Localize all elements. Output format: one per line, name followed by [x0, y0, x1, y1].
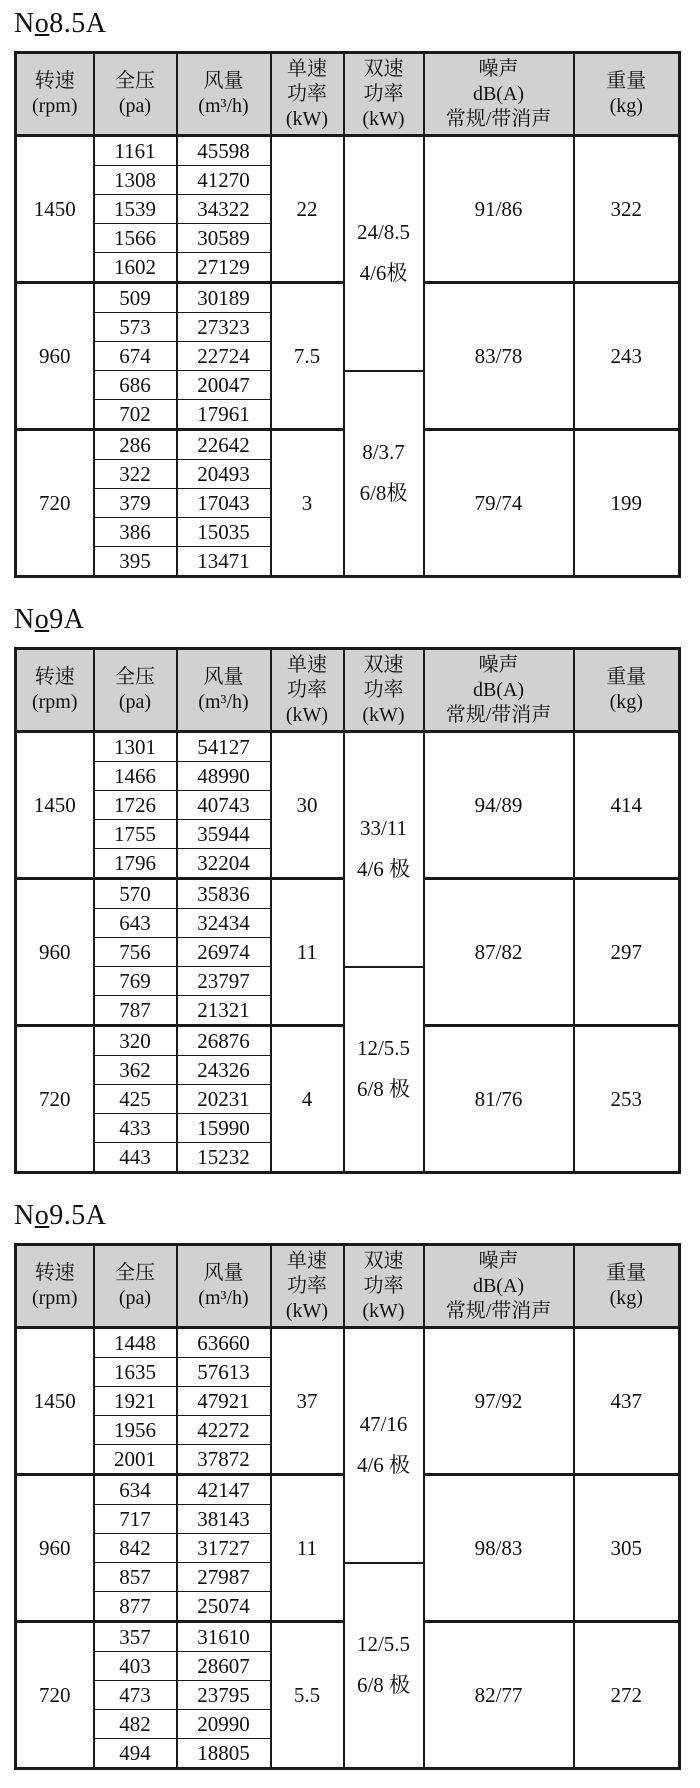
airflow-cell: 48990	[177, 762, 271, 791]
rpm-cell: 960	[16, 1475, 94, 1622]
airflow-cell: 38143	[177, 1505, 271, 1534]
dual-power-line: 6/8极	[359, 480, 408, 505]
airflow-cell: 27987	[177, 1563, 271, 1592]
pressure-cell: 1956	[94, 1416, 177, 1445]
pressure-cell: 1635	[94, 1358, 177, 1387]
airflow-cell: 54127	[177, 732, 271, 762]
col-header-single-speed-power: 单速 功率 (kW)	[271, 649, 344, 732]
airflow-cell: 26974	[177, 938, 271, 967]
header-row	[16, 649, 680, 732]
title-letter-n: N	[14, 604, 35, 635]
col-header-speed: 转速 (rpm)	[16, 1245, 94, 1328]
noise-cell: 87/82	[424, 879, 574, 1026]
weight-cell: 272	[574, 1622, 680, 1769]
pressure-cell: 322	[94, 460, 177, 489]
single-power-cell: 3	[271, 430, 344, 577]
rpm-cell: 720	[16, 1026, 94, 1173]
pressure-cell: 386	[94, 518, 177, 547]
pressure-cell: 1301	[94, 732, 177, 762]
airflow-cell: 45598	[177, 136, 271, 166]
airflow-cell: 41270	[177, 166, 271, 195]
col-header-noise: 噪声 dB(A) 常规/带消声	[424, 53, 574, 136]
airflow-cell: 31727	[177, 1534, 271, 1563]
col-header-weight: 重量 (kg)	[574, 649, 680, 732]
pressure-cell: 320	[94, 1026, 177, 1056]
table-title-no8-5a	[14, 8, 684, 40]
weight-cell: 199	[574, 430, 680, 577]
title-letter-o-underlined: o	[34, 8, 50, 39]
col-header-air-volume: 风量 (m³/h)	[177, 649, 271, 732]
pressure-cell: 1539	[94, 195, 177, 224]
spec-section-no9-5a	[14, 1200, 684, 1770]
table-title-no9a	[14, 604, 684, 636]
dual-power-cell	[344, 1563, 424, 1769]
header-row	[16, 1245, 680, 1328]
dual-power-line: 47/16	[359, 1412, 408, 1437]
weight-cell: 414	[574, 732, 680, 879]
airflow-cell: 32434	[177, 909, 271, 938]
col-header-weight: 重量 (kg)	[574, 53, 680, 136]
pressure-cell: 1161	[94, 136, 177, 166]
table-title-no9-5a	[14, 1200, 684, 1232]
airflow-cell: 26876	[177, 1026, 271, 1056]
pressure-cell: 717	[94, 1505, 177, 1534]
col-header-speed: 转速 (rpm)	[16, 649, 94, 732]
airflow-cell: 34322	[177, 195, 271, 224]
airflow-cell: 22724	[177, 342, 271, 371]
dual-power-line: 8/3.7	[362, 440, 405, 465]
noise-cell: 94/89	[424, 732, 574, 879]
dual-power-line: 12/5.5	[356, 1036, 411, 1061]
col-header-noise: 噪声 dB(A) 常规/带消声	[424, 1245, 574, 1328]
airflow-cell: 57613	[177, 1358, 271, 1387]
airflow-cell: 42272	[177, 1416, 271, 1445]
dual-power-line: 33/11	[359, 816, 408, 841]
col-header-weight: 重量 (kg)	[574, 1245, 680, 1328]
airflow-cell: 40743	[177, 791, 271, 820]
airflow-cell: 37872	[177, 1445, 271, 1475]
single-power-cell: 30	[271, 732, 344, 879]
pressure-cell: 702	[94, 400, 177, 430]
airflow-cell: 23797	[177, 967, 271, 996]
title-letter-o-underlined: o	[34, 1200, 50, 1231]
airflow-cell: 25074	[177, 1592, 271, 1622]
pressure-cell: 1448	[94, 1328, 177, 1358]
airflow-cell: 63660	[177, 1328, 271, 1358]
dual-power-cell	[344, 136, 424, 371]
airflow-cell: 30589	[177, 224, 271, 253]
airflow-cell: 15035	[177, 518, 271, 547]
airflow-cell: 31610	[177, 1622, 271, 1652]
airflow-cell: 24326	[177, 1056, 271, 1085]
pressure-cell: 634	[94, 1475, 177, 1505]
weight-cell: 322	[574, 136, 680, 283]
pressure-cell: 1726	[94, 791, 177, 820]
pressure-cell: 357	[94, 1622, 177, 1652]
airflow-cell: 35836	[177, 879, 271, 909]
airflow-cell: 20047	[177, 371, 271, 400]
noise-cell: 83/78	[424, 283, 574, 430]
dual-power-line: 4/6 极	[356, 856, 411, 881]
noise-cell: 91/86	[424, 136, 574, 283]
rpm-cell: 1450	[16, 1328, 94, 1475]
airflow-cell: 30189	[177, 283, 271, 313]
col-header-single-speed-power: 单速 功率 (kW)	[271, 53, 344, 136]
airflow-cell: 42147	[177, 1475, 271, 1505]
col-header-air-volume: 风量 (m³/h)	[177, 53, 271, 136]
airflow-cell: 35944	[177, 820, 271, 849]
title-model-number: 8.5A	[49, 8, 107, 39]
spec-table-no9-5a	[14, 1243, 681, 1770]
noise-cell: 97/92	[424, 1328, 574, 1475]
airflow-cell: 32204	[177, 849, 271, 879]
weight-cell: 437	[574, 1328, 680, 1475]
col-header-single-speed-power: 单速 功率 (kW)	[271, 1245, 344, 1328]
airflow-cell: 17043	[177, 489, 271, 518]
single-power-cell: 37	[271, 1328, 344, 1475]
weight-cell: 305	[574, 1475, 680, 1622]
header-row	[16, 53, 680, 136]
noise-cell: 82/77	[424, 1622, 574, 1769]
airflow-cell: 28607	[177, 1652, 271, 1681]
rpm-cell: 720	[16, 1622, 94, 1769]
pressure-cell: 643	[94, 909, 177, 938]
pressure-cell: 787	[94, 996, 177, 1026]
dual-power-line: 6/8 极	[356, 1076, 411, 1101]
pressure-cell: 686	[94, 371, 177, 400]
pressure-cell: 395	[94, 547, 177, 577]
single-power-cell: 11	[271, 1475, 344, 1622]
pressure-cell: 425	[94, 1085, 177, 1114]
dual-power-cell	[344, 1328, 424, 1563]
airflow-cell: 47921	[177, 1387, 271, 1416]
airflow-cell: 27129	[177, 253, 271, 283]
col-header-dual-speed-power: 双速 功率 (kW)	[344, 1245, 424, 1328]
noise-cell: 81/76	[424, 1026, 574, 1173]
pressure-cell: 443	[94, 1143, 177, 1173]
dual-power-cell	[344, 732, 424, 967]
airflow-cell: 13471	[177, 547, 271, 577]
dual-power-line: 6/8 极	[356, 1672, 411, 1697]
pressure-cell: 362	[94, 1056, 177, 1085]
single-power-cell: 7.5	[271, 283, 344, 430]
airflow-cell: 20231	[177, 1085, 271, 1114]
pressure-cell: 570	[94, 879, 177, 909]
airflow-cell: 20990	[177, 1710, 271, 1739]
pressure-cell: 756	[94, 938, 177, 967]
title-letter-o-underlined: o	[34, 604, 50, 635]
pressure-cell: 877	[94, 1592, 177, 1622]
dual-power-cell	[344, 371, 424, 577]
weight-cell: 243	[574, 283, 680, 430]
pressure-cell: 842	[94, 1534, 177, 1563]
dual-power-line: 12/5.5	[356, 1632, 411, 1657]
pressure-cell: 573	[94, 313, 177, 342]
spec-section-no8-5a	[14, 8, 684, 578]
dual-power-line: 4/6极	[359, 260, 408, 285]
rpm-cell: 720	[16, 430, 94, 577]
col-header-total-pressure: 全压 (pa)	[94, 1245, 177, 1328]
title-model-number: 9A	[49, 604, 85, 635]
pressure-cell: 482	[94, 1710, 177, 1739]
single-power-cell: 5.5	[271, 1622, 344, 1769]
pressure-cell: 1796	[94, 849, 177, 879]
dual-power-cell	[344, 967, 424, 1173]
rpm-cell: 1450	[16, 732, 94, 879]
col-header-noise: 噪声 dB(A) 常规/带消声	[424, 649, 574, 732]
spec-table-no8-5a	[14, 51, 681, 578]
pressure-cell: 473	[94, 1681, 177, 1710]
col-header-dual-speed-power: 双速 功率 (kW)	[344, 53, 424, 136]
rpm-cell: 960	[16, 879, 94, 1026]
pressure-cell: 494	[94, 1739, 177, 1769]
col-header-total-pressure: 全压 (pa)	[94, 53, 177, 136]
dual-power-line: 24/8.5	[356, 220, 411, 245]
airflow-cell: 21321	[177, 996, 271, 1026]
airflow-cell: 15232	[177, 1143, 271, 1173]
pressure-cell: 769	[94, 967, 177, 996]
weight-cell: 253	[574, 1026, 680, 1173]
single-power-cell: 4	[271, 1026, 344, 1173]
title-letter-n: N	[14, 1200, 35, 1231]
table-row	[16, 136, 680, 166]
pressure-cell: 286	[94, 430, 177, 460]
airflow-cell: 20493	[177, 460, 271, 489]
pressure-cell: 433	[94, 1114, 177, 1143]
rpm-cell: 1450	[16, 136, 94, 283]
airflow-cell: 17961	[177, 400, 271, 430]
pressure-cell: 1921	[94, 1387, 177, 1416]
col-header-speed: 转速 (rpm)	[16, 53, 94, 136]
col-header-dual-speed-power: 双速 功率 (kW)	[344, 649, 424, 732]
noise-cell: 98/83	[424, 1475, 574, 1622]
fan-spec-document	[14, 8, 684, 1770]
dual-power-line: 4/6 极	[356, 1452, 411, 1477]
weight-cell: 297	[574, 879, 680, 1026]
pressure-cell: 1755	[94, 820, 177, 849]
pressure-cell: 857	[94, 1563, 177, 1592]
rpm-cell: 960	[16, 283, 94, 430]
airflow-cell: 18805	[177, 1739, 271, 1769]
title-letter-n: N	[14, 8, 35, 39]
pressure-cell: 509	[94, 283, 177, 313]
airflow-cell: 23795	[177, 1681, 271, 1710]
pressure-cell: 403	[94, 1652, 177, 1681]
single-power-cell: 11	[271, 879, 344, 1026]
airflow-cell: 22642	[177, 430, 271, 460]
pressure-cell: 1566	[94, 224, 177, 253]
pressure-cell: 1466	[94, 762, 177, 791]
pressure-cell: 379	[94, 489, 177, 518]
airflow-cell: 15990	[177, 1114, 271, 1143]
col-header-air-volume: 风量 (m³/h)	[177, 1245, 271, 1328]
pressure-cell: 1308	[94, 166, 177, 195]
airflow-cell: 27323	[177, 313, 271, 342]
pressure-cell: 1602	[94, 253, 177, 283]
table-row	[16, 732, 680, 762]
spec-section-no9a	[14, 604, 684, 1174]
pressure-cell: 2001	[94, 1445, 177, 1475]
title-model-number: 9.5A	[49, 1200, 107, 1231]
pressure-cell: 674	[94, 342, 177, 371]
col-header-total-pressure: 全压 (pa)	[94, 649, 177, 732]
table-row	[16, 1328, 680, 1358]
noise-cell: 79/74	[424, 430, 574, 577]
spec-table-no9a	[14, 647, 681, 1174]
single-power-cell: 22	[271, 136, 344, 283]
